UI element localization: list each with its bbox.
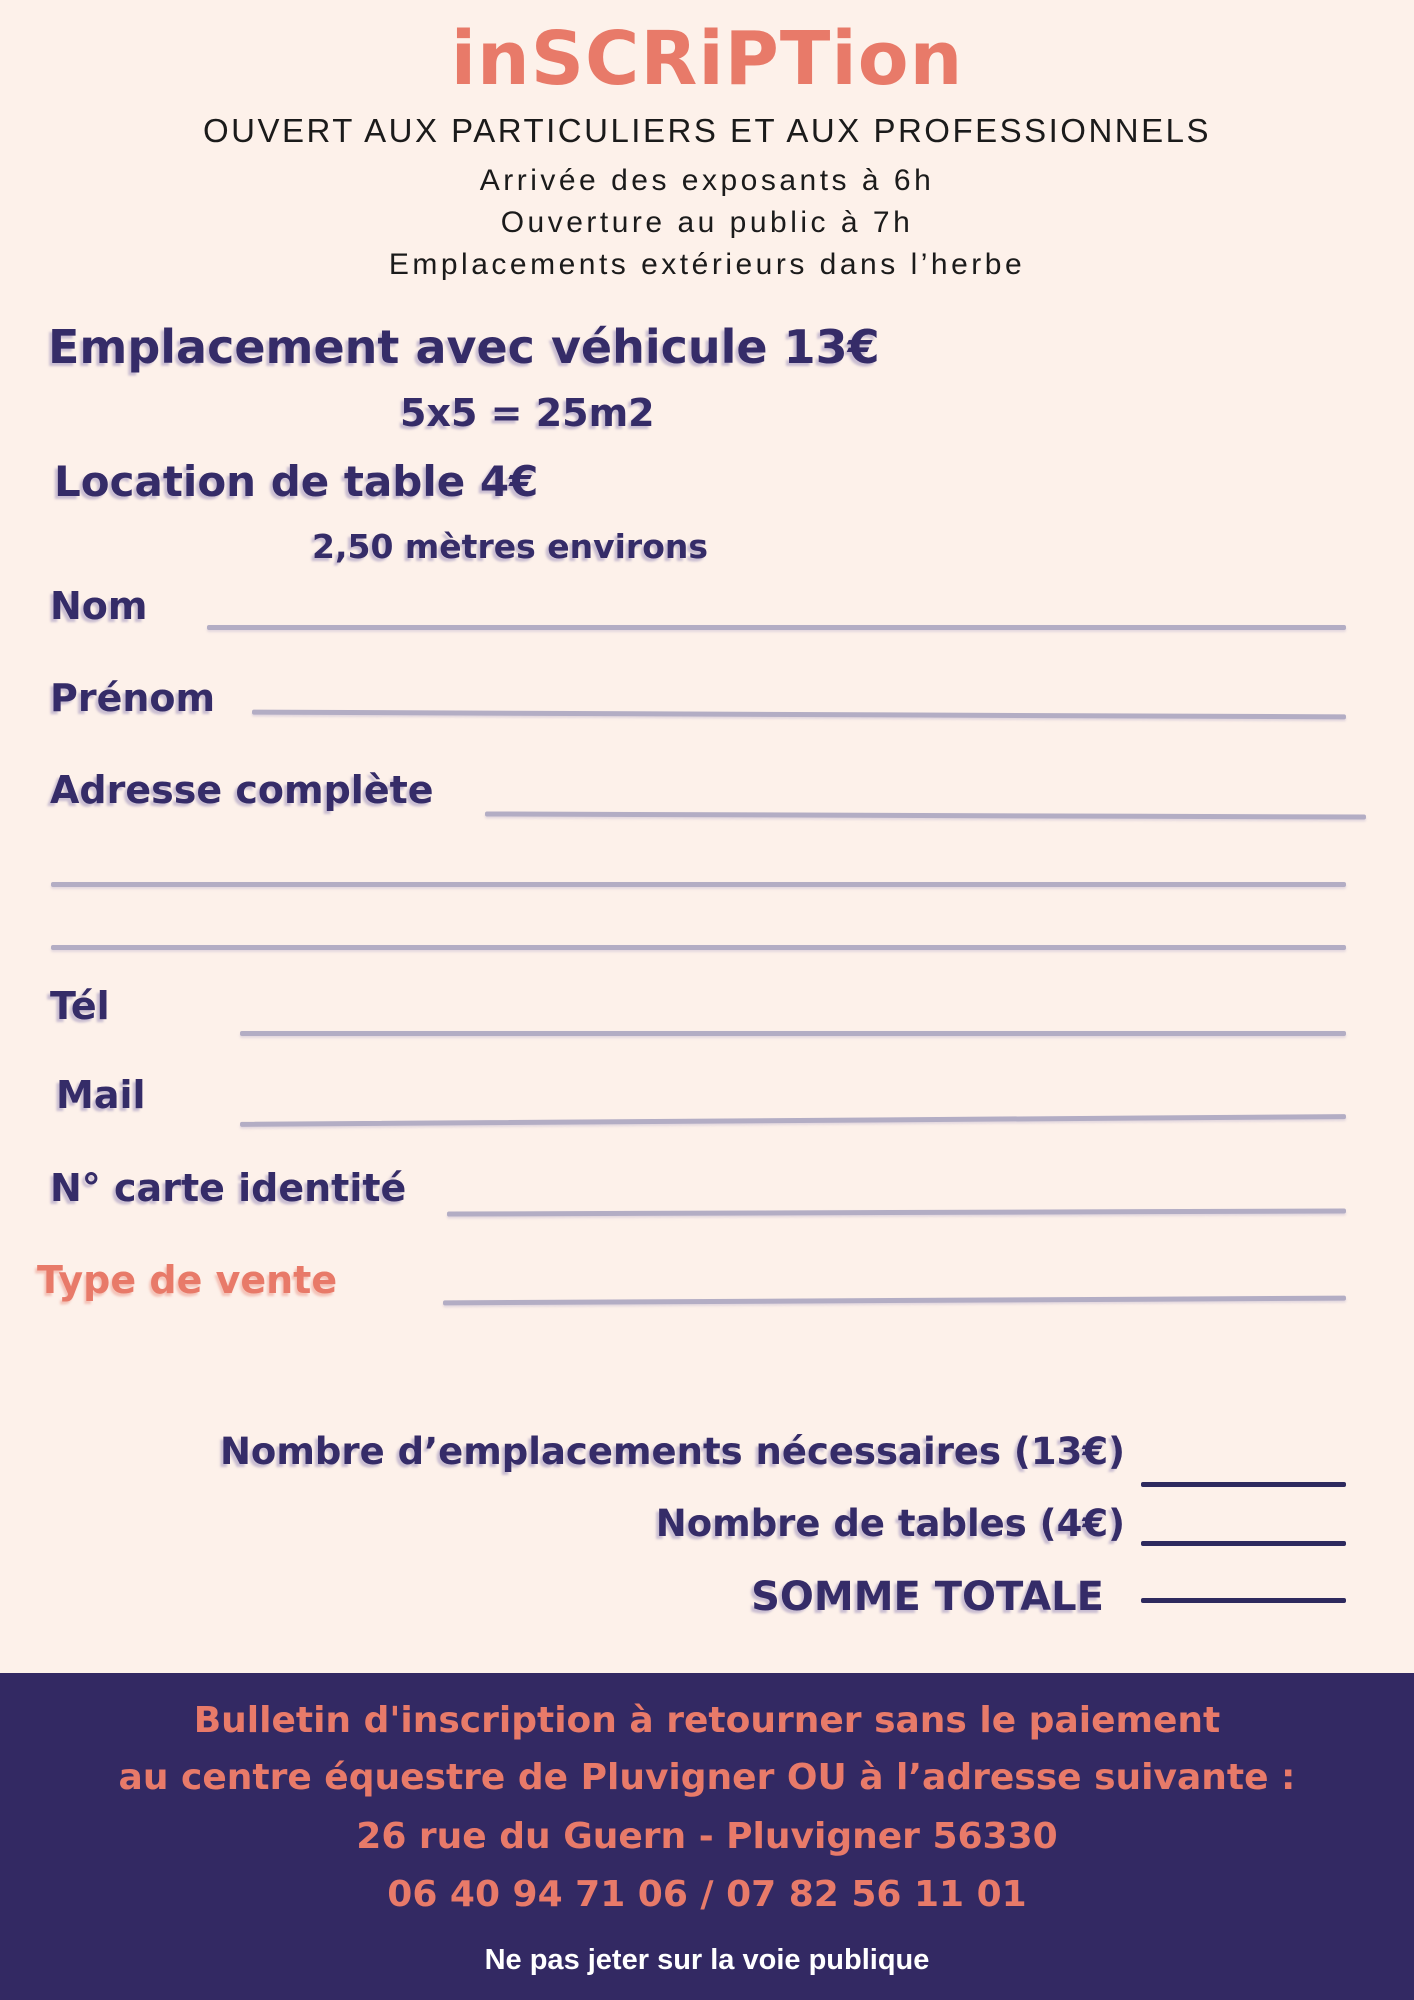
name-label: Nom (50, 584, 148, 628)
pitch-size-note: 5x5 = 25m2 (400, 391, 655, 435)
footer-note: Ne pas jeter sur la voie publique (484, 1944, 930, 1976)
firstname-field-line[interactable] (252, 710, 1346, 720)
footer-return-line-1: Bulletin d'inscription à retourner sans le paiement (193, 1700, 1221, 1741)
footer-return-line-2: au centre équestre de Pluvigner OU à l’adresse suivante : (118, 1757, 1296, 1798)
footer-address-line: 26 rue du Guern - Pluvigner 56330 (356, 1816, 1058, 1857)
address-field-line-3[interactable] (51, 945, 1346, 950)
table-price-heading: Location de table 4€ (54, 457, 539, 506)
email-field-line[interactable] (240, 1114, 1346, 1127)
address-field-line-2[interactable] (51, 882, 1346, 887)
id-card-label: N° carte identité (50, 1166, 407, 1210)
info-line-arrival: Arrivée des exposants à 6h (479, 164, 935, 197)
email-label: Mail (56, 1073, 146, 1117)
sale-type-field-line[interactable] (443, 1296, 1346, 1306)
sale-type-label: Type de vente (37, 1258, 338, 1302)
total-sum-blank[interactable] (1141, 1598, 1346, 1603)
event-open-subtitle: OUVERT AUX PARTICULIERS ET AUX PROFESSIONNELS (202, 112, 1212, 149)
page-title: inSCRiPTion (450, 16, 964, 102)
table-count-label: Nombre de tables (4€) (655, 1502, 1125, 1545)
name-field-line[interactable] (207, 625, 1346, 630)
address-field-line-1[interactable] (485, 811, 1366, 819)
phone-label: Tél (50, 984, 110, 1028)
phone-field-line[interactable] (240, 1031, 1346, 1036)
info-line-pitches: Emplacements extérieurs dans l’herbe (388, 248, 1026, 281)
firstname-label: Prénom (50, 676, 216, 720)
info-line-opening: Ouverture au public à 7h (500, 206, 914, 239)
address-label: Adresse complète (50, 768, 434, 812)
table-size-note: 2,50 mètres environs (312, 527, 709, 566)
pitch-count-label: Nombre d’emplacements nécessaires (13€) (219, 1430, 1125, 1473)
pitch-price-heading: Emplacement avec véhicule 13€ (48, 320, 880, 374)
total-sum-label: SOMME TOTALE (751, 1574, 1104, 1620)
id-card-field-line[interactable] (447, 1208, 1346, 1216)
pitch-count-blank[interactable] (1141, 1482, 1346, 1487)
table-count-blank[interactable] (1141, 1541, 1346, 1546)
footer-phone-line: 06 40 94 71 06 / 07 82 56 11 01 (387, 1874, 1027, 1915)
